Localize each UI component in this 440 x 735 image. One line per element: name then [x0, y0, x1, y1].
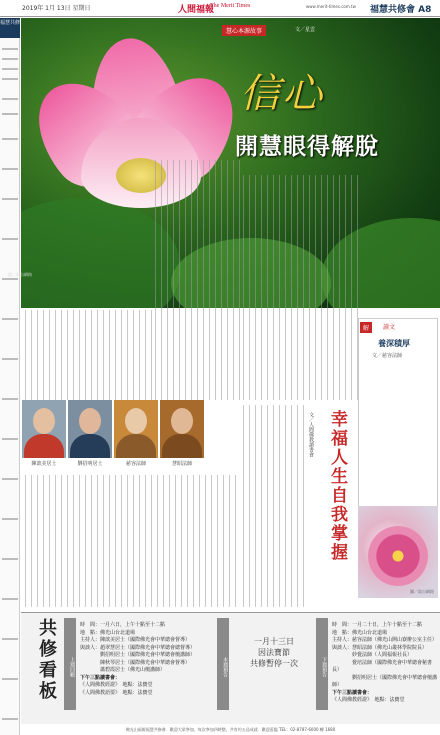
story-author: 文／星雲: [295, 27, 316, 33]
sidebar-tag-suffix: 讀文: [383, 324, 396, 331]
page-footer: 佛光山福報福慧共修會．歡迎大眾參加，每次參加四時整，共有約五品成就．歡迎蒞臨 TEL：02-8787-6000 轉 1680: [125, 727, 336, 732]
portrait-caption-2: 劉招明居士: [77, 461, 103, 467]
portrait-caption-3: 慈容法師: [125, 461, 146, 467]
section-title: 福慧共修會 A8: [370, 5, 432, 15]
portrait-4: [160, 400, 204, 458]
cosmos-flower-photo: [358, 506, 438, 598]
issue-date: 2019年 1月 13日 星期日: [22, 5, 91, 12]
notice-board-title: 共修看板: [36, 618, 57, 702]
next-week-info: 時 間：一月二十日，上午十點至十二點 地 點：佛光山台北道場 主持人：慈容法師（佛光山開山寮辦公室主任） 與談人：慧昭法師（佛光山叢林學院院長） 妙覺法師（人間福報社長） 覺培法師（國際佛光會中華總會秘書長） 劉招明居士（國際佛光會中華總會檀講師） 下午三點讀書會： 《人間佛教經證》 地點：法寶堂: [332, 622, 438, 703]
flower-photo-credit: 圖／取自網路: [410, 589, 434, 594]
photo-credit: 圖／取自網路: [8, 272, 32, 277]
portrait-caption-4: 慧昭法師: [171, 461, 192, 467]
this-week-notice: 一月十三日 因法寶節 共修暫停一次: [250, 637, 298, 668]
feature-byline: 文／人間佛教讀書會: [308, 412, 314, 457]
article-text-block: [240, 405, 304, 607]
last-week-tab: 上週回顧: [64, 618, 76, 710]
article-text-block: [152, 160, 240, 400]
portrait-1: [22, 400, 66, 458]
portrait-3: [114, 400, 158, 458]
newspaper-logo[interactable]: 人間福報: [178, 5, 215, 15]
site-url[interactable]: www.merit-times.com.tw: [306, 4, 356, 9]
last-week-info: 時 間：一月六日，上午十點至十二點 地 點：佛光山台北道場 主持人：陳歆美居士（國際佛光會中華總會督導） 與談人：趙翠慧居士（國際佛光會中華總會總督導） 劉招明居士（國際佛光會中華總會檀講師） 陳秋琴居士（國際佛光會中華總會督導） 蕭碧霞居士（佛光山檀講師） 下午三點讀書會： 《人間佛教經證》 地點：法寶堂 《人間佛教語要》 地點：法寶堂: [80, 622, 196, 696]
feature-title: 幸福人生自我掌握: [327, 410, 347, 562]
sidebar-tag: 解: [360, 322, 372, 333]
story-tag: 慧心本源故事: [222, 25, 266, 36]
article-text-block: [22, 310, 152, 400]
article-text-block: [22, 475, 237, 607]
portrait-caption-1: 陳歆美居士: [31, 461, 57, 467]
headline-main: 信心: [240, 71, 324, 117]
section-tab[interactable]: 福慧共修: [0, 18, 20, 38]
headline-sub: 開慧眼得解脫: [235, 133, 379, 160]
sidebar-title: 養深積厚: [378, 339, 410, 348]
next-week-tab: 下週預告: [316, 618, 328, 710]
left-index-column: [0, 18, 20, 735]
sidebar-author: 文／慈容法師: [372, 353, 403, 359]
page-header: [0, 0, 440, 17]
newspaper-logo-en: The Merit Times: [210, 3, 251, 9]
portrait-2: [68, 400, 112, 458]
this-week-tab: 本週預告: [217, 618, 229, 710]
article-text-block: [240, 175, 358, 400]
